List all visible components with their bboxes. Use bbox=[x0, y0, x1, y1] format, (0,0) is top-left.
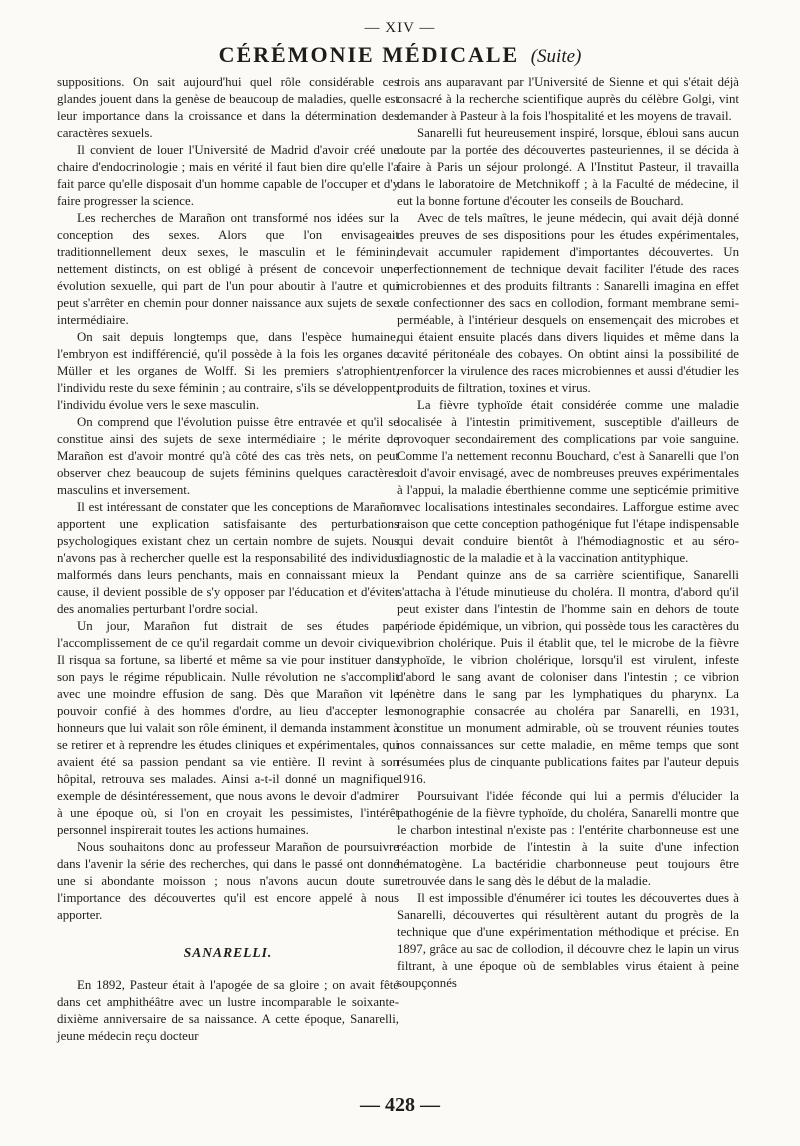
paragraph: trois ans auparavant par l'Université de Sienne et qui s'était déjà consacré à la recherche scientifique auprès du célèbre Golgi, vint demander à Pasteur à la fois l'hospitalité et les moyens de travail. bbox=[397, 75, 739, 123]
paragraph: Il est intéressant de constater que les conceptions de Marañon apportent une explication satisfaisante des perturbations psychologiques existant chez un certain nombre de sujets. Nous n'avons pas à rechercher quelle est la responsabilité des individus malformés dans leurs penchants, mais en connaissant mieux la cause, il devient possible de s'y opposer par l'éducation et d'éviter des anomalies perturbant l'ordre social. bbox=[57, 500, 399, 616]
paragraph: Il est impossible d'énumérer ici toutes les découvertes dues à Sanarelli, découvertes qui résultèrent autant du progrès de la technique que d'une expérimentation méthodique et précise. En 1897, grâce au sac de collodion, il découvre chez le lapin un virus filtrant, à une époque où de semblables virus étaient à peine soupçonnés bbox=[397, 891, 739, 990]
left-column bbox=[57, 74, 399, 1045]
paragraph: Avec de tels maîtres, le jeune médecin, qui avait déjà donné des preuves de ses dispositions pour les études expérimentales, devait accumuler rapidement d'importantes découvertes. Un perfectionnement de technique devait faciliter l'étude des races microbiennes et des produits filtrants : Sanarelli imagina en effet de confectionner des sacs en collodion, formant membrane semi-perméable, à l'intérieur desquels on ensemençait des microbes et qui étaient ensuite placés dans divers liquides et même dans la cavité péritonéale des cobayes. On obtint ainsi la possibilité de renforcer la virulence des races microbiennes et aussi d'étudier les produits de filtration, toxines et virus. bbox=[397, 211, 739, 395]
paragraph: Les recherches de Marañon ont transformé nos idées sur la conception des sexes. Alors que l'on envisageait traditionnellement deux sexes, le masculin et le féminin, nettement distincts, on est obligé à présent de concevoir une évolution sexuelle, qui part de l'un pour aboutir à l'autre et qui peut s'arrêter en chemin pour donner naissance aux sujets de sexe intermédiaire. bbox=[57, 211, 399, 327]
paragraph: On sait depuis longtemps que, dans l'espèce humaine, l'embryon est indifférencié, qu'il possède à la fois les organes de Müller et les organes de Wolff. Si les premiers s'atrophient, l'individu reste du sexe féminin ; au contraire, s'ils se développent, l'individu évolue vers le sexe masculin. bbox=[57, 330, 399, 412]
paragraph: Pendant quinze ans de sa carrière scientifique, Sanarelli s'attacha à l'étude minutieuse du choléra. Il montra, d'abord qu'il peut exister dans l'intestin de l'homme sain en dehors de toute période épidémique, un vibrion, qui possède tous les caractères du vibrion cholérique. Puis il établit que, tel le microbe de la fièvre typhoïde, le vibrion cholérique, lorsqu'il est virulent, infeste d'abord le sang avant de coloniser dans l'intestin ; ce vibrion pénètre dans le sang par les lymphatiques du pharynx. La monographie consacrée au choléra par Sanarelli, en 1931, constitue un monument admirable, où se trouvent réunies toutes nos connaissances sur cette maladie, en même temps que sont résumées plus de cinquante publications faites par l'auteur depuis 1916. bbox=[397, 568, 739, 786]
paragraph: En 1892, Pasteur était à l'apogée de sa gloire ; on avait fêté dans cet amphithéâtre avec un lustre incomparable le soixante-dixième anniversaire de sa naissance. A cette époque, Sanarelli, jeune médecin reçu docteur bbox=[57, 978, 399, 1043]
paragraph: Poursuivant l'idée féconde qui lui a permis d'élucider la pathogénie de la fièvre typhoïde, du choléra, Sanarelli montre que le charbon intestinal n'existe pas : l'entérite charbonneuse est une réaction morbide de l'intestin à la suite d'une infection hématogène. La bactéridie charbonneuse peut toujours être retrouvée dans le sang dès le début de la maladie. bbox=[397, 789, 739, 888]
paragraph: suppositions. On sait aujourd'hui quel rôle considérable ces glandes jouent dans la genèse de beaucoup de maladies, quelle est leur importance dans la croissance et dans la détermination des caractères sexuels. bbox=[57, 75, 399, 140]
paragraph: On comprend que l'évolution puisse être entravée et qu'il se constitue ainsi des sujets de sexe intermédiaire ; le mérite de Marañon est d'avoir montré qu'à côté des cas très nets, on peut observer chez beaucoup de sujets féminins quelques caractères masculins et inversement. bbox=[57, 415, 399, 497]
paragraph: Sanarelli fut heureusement inspiré, lorsque, ébloui sans aucun doute par la portée des découvertes pasteuriennes, il se décida à faire à Paris un séjour prolongé. A l'Institut Pasteur, il travailla dans le laboratoire de Metchnikoff ; à la Faculté de médecine, il eut la bonne fortune d'écouter les conseils de Bouchard. bbox=[397, 126, 739, 208]
paragraph: La fièvre typhoïde était considérée comme une maladie localisée à l'intestin primitivement, susceptible d'ailleurs de provoquer secondairement des complications par voie sanguine. Comme l'a nettement reconnu Bouchard, c'est à Sanarelli que l'on doit d'avoir envisagé, avec de nombreuses preuves expérimentales à l'appui, la maladie éberthienne comme une septicémie primitive avec localisations intestinales secondaires. Lafforgue estime avec raison que cette conception pathogénique fut l'étape indispensable qui devait conduire bientôt à l'hémodiagnostic et au séro-diagnostic de la maladie et à la vaccination antityphique. bbox=[397, 398, 739, 565]
paragraph: Il convient de louer l'Université de Madrid d'avoir créé une chaire d'endocrinologie ; mais en vérité il faut bien dire qu'elle l'a fait parce qu'elle disposait d'un homme capable de l'occuper et d'y faire progresser la science. bbox=[57, 143, 399, 208]
header-roman-numeral: — XIV — bbox=[364, 20, 436, 36]
page-number: — 428 — bbox=[360, 1094, 440, 1116]
header-title-suite: (Suite) bbox=[530, 46, 582, 67]
paragraph: Un jour, Marañon fut distrait de ses études par l'accomplissement de ce qu'il regardait comme un devoir civique. Il risqua sa fortune, sa liberté et même sa vie pour instituer dans son pays le régime républicain. Nulle révolution ne s'accomplit avec une moindre effusion de sang. Dès que Marañon vit le pouvoir confié à des hommes d'ordre, au lieu d'accepter les honneurs que lui valait son rôle éminent, il demanda instamment à se retirer et à reprendre les études cliniques et expérimentales, qui avaient été sa passion pendant sa vie entière. Il revint à son hôpital, retrouva ses malades. Ainsi a-t-il donné un magnifique exemple de désintéressement, que nous avons le devoir d'admirer à une époque où, si l'on en croyait les pessimistes, l'intérêt personnel inspirerait toutes les actions humaines. bbox=[57, 619, 399, 837]
page-header-title bbox=[0, 42, 800, 68]
right-column bbox=[397, 74, 739, 992]
header-title-text: CÉRÉMONIE MÉDICALE bbox=[218, 42, 520, 67]
section-title-sanarelli: SANARELLI. bbox=[183, 945, 273, 960]
paragraph: Nous souhaitons donc au professeur Marañon de poursuivre dans l'avenir la série des recherches, qui dans le passé ont donné une si abondante moisson ; nous n'avons aucun doute sur l'importance des découvertes qu'il est encore appelé à nous apporter. bbox=[57, 840, 399, 922]
